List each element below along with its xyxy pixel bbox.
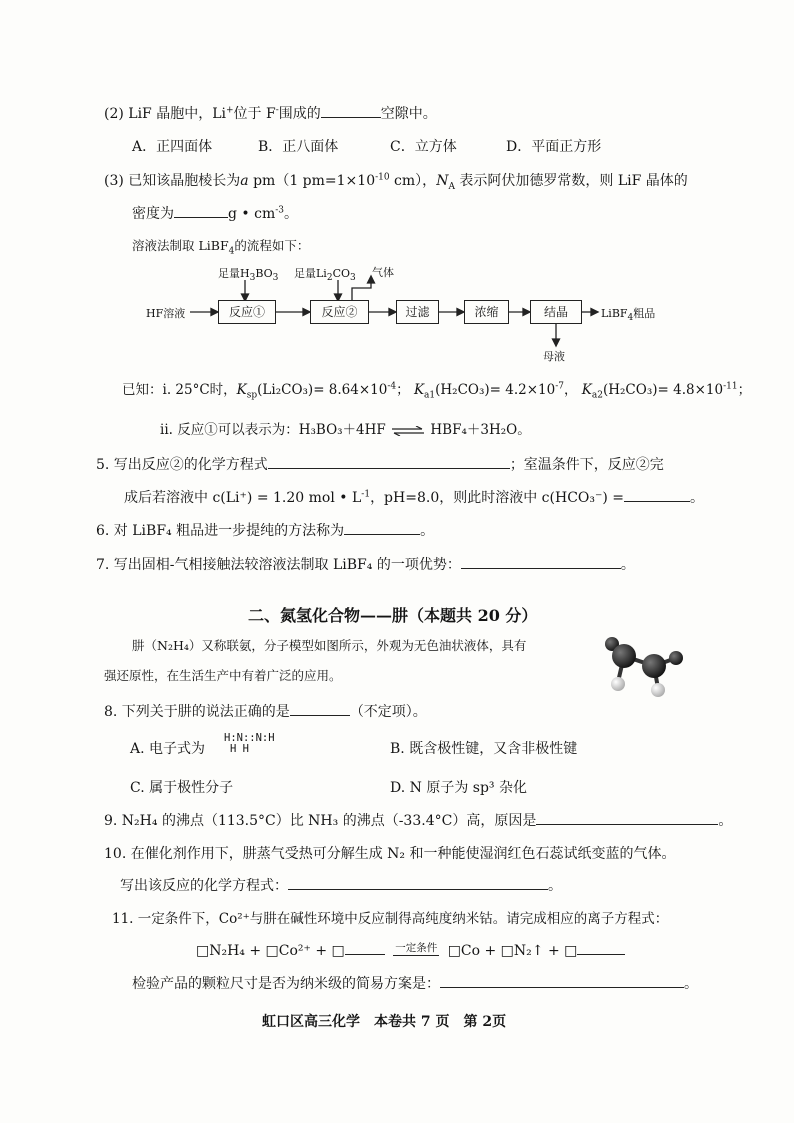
flow-diagram	[0, 0, 794, 400]
q11-equation: □N₂H₄ + □Co²⁺ + □ 一定条件 □Co + □N₂↑ + □	[196, 939, 625, 959]
q5-line2: 成后若溶液中 c(Li⁺) = 1.20 mol • $L^{-1}$，pH=8.0，则此时溶液中 c(HCO₃⁻) = 。	[124, 489, 705, 506]
q5-line1: 5. 写出反应②的化学方程式 ；室温条件下，反应②完	[96, 457, 664, 473]
section2-intro-line2: 强还原性，在生活生产中有着广泛的应用。	[104, 668, 342, 683]
equilibrium-arrow-icon	[390, 426, 426, 436]
q5-concentration-blank[interactable]	[624, 488, 690, 502]
hydrazine-molecule-model-image	[596, 630, 692, 702]
q2-option-b[interactable]: B．正八面体	[258, 139, 339, 155]
q11-stem: 11. 一定条件下，Co²⁺与肼在碱性环境中反应制得高纯度纳米钴。请完成相应的离子方程式：	[112, 911, 669, 927]
page-footer: 虹口区高三化学 本卷共 7 页 第 2页	[262, 1014, 507, 1030]
q10-line1: 10. 在催化剂作用下，肼蒸气受热可分解生成 N₂ 和一种能使湿润红色石蕊试纸变蓝的气体。	[104, 846, 676, 862]
section2-intro-line1: 肼（N₂H₄）又称联氨，分子模型如图所示，外观为无色油状液体，具有	[132, 638, 527, 653]
q11-product-blank[interactable]	[577, 941, 625, 955]
q9-answer-blank[interactable]	[536, 811, 718, 825]
q8-option-a[interactable]: A. 电子式为	[130, 741, 206, 757]
q8-electron-dot-formula: H:N::N:H H H	[224, 732, 275, 755]
q6-answer-blank[interactable]	[344, 521, 420, 535]
q10-equation-blank[interactable]	[288, 876, 548, 890]
q10-line2: 写出该反应的化学方程式： 。	[120, 878, 562, 894]
q11-check-blank[interactable]	[440, 974, 684, 988]
q2-option-a[interactable]: A．正四面体	[132, 139, 213, 155]
q8-option-d[interactable]: D. N 原子为 sp³ 杂化	[390, 780, 527, 796]
flow-box-crystallize: 结晶	[530, 300, 582, 324]
flow-product-label: LiBF$_4$粗品	[601, 307, 656, 324]
flow-mother-liquor-label: 母液	[543, 350, 565, 363]
flow-intro: 溶液法制取 LiBF$_4$的流程如下：	[132, 238, 310, 257]
q8-option-c[interactable]: C. 属于极性分子	[130, 780, 234, 796]
flow-gas-label: 气体	[372, 266, 394, 279]
q8-answer-blank[interactable]	[290, 702, 350, 716]
flow-input-h3bo3: 足量$H_3BO_3$	[218, 267, 279, 284]
q6: 6. 对 LiBF₄ 粗品进一步提纯的方法称为 。	[96, 523, 435, 539]
q8-stem: 8. 下列关于肼的说法正确的是 （不定项）。	[104, 704, 427, 720]
q2-option-c[interactable]: C．立方体	[390, 139, 457, 155]
flow-box-reaction1: 反应①	[218, 300, 276, 324]
q9: 9. N₂H₄ 的沸点（113.5°C）比 NH₃ 的沸点（-33.4°C）高，原因是 。	[104, 813, 733, 829]
q3-line1: (3) 已知该晶胞棱长为a pm（1 $pm=1\times 10^{-10}$ cm），$N_A$ 表示阿伏加德罗常数，则 LiF 晶体的	[104, 172, 688, 192]
known-line2: ii. 反应①可以表示为：H₃BO₃＋4HF HBF₄＋3H₂O。	[160, 422, 531, 438]
flow-box-concentrate: 浓缩	[464, 300, 509, 324]
flow-box-reaction2: 反应②	[310, 300, 369, 324]
q11-condition-label: 一定条件	[395, 942, 438, 954]
q3-line2: 密度为 g • $cm^{-3}$。	[132, 205, 299, 222]
section2-title: 二、氮氢化合物——肼（本题共 20 分）	[248, 606, 538, 625]
q2-stem: (2) LiF 晶胞中，Li+位于 F-围成的 空隙中。	[104, 105, 437, 122]
q11-check-line: 检验产品的颗粒尺寸是否为纳米级的简易方案是： 。	[132, 976, 698, 992]
flow-start-label: HF溶液	[146, 307, 186, 320]
q5-equation-blank[interactable]	[268, 455, 510, 469]
flow-box-filter: 过滤	[396, 300, 439, 324]
q8-option-b[interactable]: B. 既含极性键，又含非极性键	[390, 741, 578, 757]
q7: 7. 写出固相-气相接触法较溶液法制取 LiBF₄ 的一项优势： 。	[96, 557, 635, 573]
q2-option-d[interactable]: D．平面正方形	[506, 139, 602, 155]
known-line1: 已知：i. 25°C时，$K_{sp}(Li_2CO_3)= 8.64\times 10^{-4}$； $K_{a1}(H_2CO_3)= 4.2\times 10^{-7}$， $K_{a2}(H_2CO_3)= 4.8\times 10^{-11}$；	[122, 381, 752, 401]
q7-answer-blank[interactable]	[461, 555, 621, 569]
flow-input-li2co3: 足量$Li_2CO_3$	[294, 267, 356, 284]
q11-reactant-blank[interactable]	[345, 941, 385, 955]
